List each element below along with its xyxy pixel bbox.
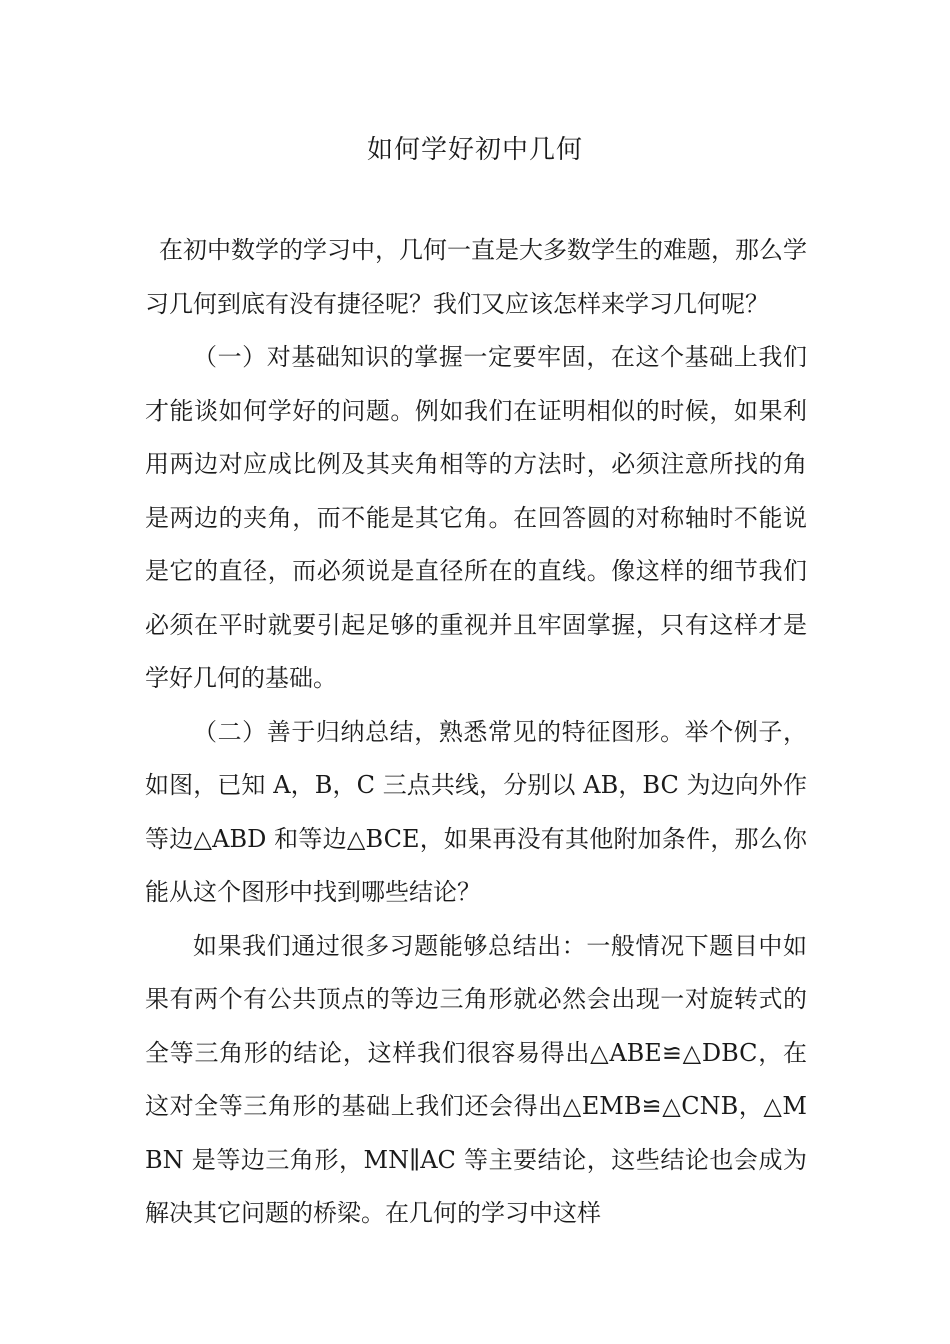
document-body bbox=[145, 224, 807, 1241]
paragraph-basics: （一）对基础知识的掌握一定要牢固，在这个基础上我们才能谈如何学好的问题。例如我们在证明相似的时候，如果利用两边对应成比例及其夹角相等的方法时，必须注意所找的角是两边的夹角，而不能是其它角。在回答圆的对称轴时不能说是它的直径，而必须说是直径所在的直线。像这样的细节我们必须在平时就要引起足够的重视并且牢固掌握，只有这样才是学好几何的基础。 bbox=[145, 343, 807, 692]
paragraph-conclusions: 如果我们通过很多习题能够总结出：一般情况下题目中如果有两个有公共顶点的等边三角形就必然会出现一对旋转式的全等三角形的结论，这样我们很容易得出△ABE≌△DBC，在这对全等三角形的基础上我们还会得出△EMB≌△CNB，△MBN 是等边三角形，MN∥AC 等主要结论，这些结论也会成为解决其它问题的桥梁。在几何的学习中这样 bbox=[145, 931, 807, 1227]
document-title: 如何学好初中几何 bbox=[366, 135, 583, 165]
paragraph-summarize: （二）善于归纳总结，熟悉常见的特征图形。举个例子，如图，已知 A，B，C 三点共线，分别以 AB，BC 为边向外作等边△ABD 和等边△BCE，如果再没有其他附加条件，那么你能从这个图形中找到哪些结论？ bbox=[145, 717, 807, 906]
paragraph-intro: 在初中数学的学习中，几何一直是大多数学生的难题，那么学习几何到底有没有捷径呢？我们又应该怎样来学习几何呢？ bbox=[145, 236, 807, 318]
